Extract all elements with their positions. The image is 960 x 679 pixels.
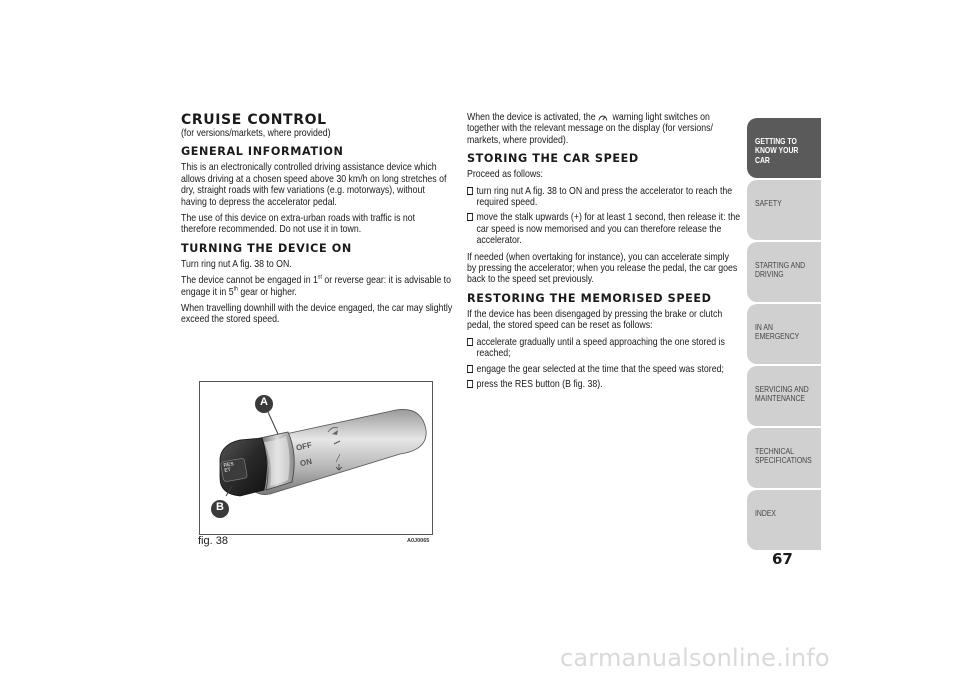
res-label: RES ET — [223, 461, 235, 474]
stalk-illustration — [200, 382, 432, 534]
chapter-tabs — [747, 118, 821, 552]
right-column — [467, 112, 739, 395]
tab-technical-specifications[interactable]: TECHNICAL SPECIFICATIONS — [747, 428, 821, 488]
storing-list — [467, 186, 739, 247]
checkbox-bullet-icon — [467, 380, 473, 388]
watermark: carmanualsonline.info — [560, 644, 830, 672]
paragraph-gear: The device cannot be engaged in 1st or reverse gear: it is advisable to engage it in 5th gear or higher. — [181, 274, 451, 298]
page-subtitle: (for versions/markets, where provided) — [181, 128, 331, 139]
list-item: move the stalk upwards (+) for at least 1 second, then release it: the car speed is now memorised and you can therefore release the accelerator. — [467, 212, 748, 246]
tab-starting-and-driving[interactable]: STARTING AND DRIVING — [747, 242, 821, 302]
tab-getting-to-know-your-car[interactable]: GETTING TO KNOW YOUR CAR — [747, 118, 821, 178]
on-label: ON — [299, 456, 313, 469]
cruise-control-warning-icon — [598, 113, 610, 122]
section-heading-restoring: RESTORING THE MEMORISED SPEED — [467, 291, 712, 305]
paragraph-intro: When the device is activated, the warning light switches on together with the relevant message on the display (for versions/ markets, where provided). — [467, 112, 713, 146]
paragraph: Turn ring nut A fig. 38 to ON. — [181, 258, 292, 270]
checkbox-bullet-icon — [467, 187, 473, 195]
list-item: engage the gear selected at the time that the speed was stored; — [467, 364, 748, 375]
paragraph: Proceed as follows: — [467, 169, 543, 181]
paragraph: If the device has been disengaged by pressing the brake or clutch pedal, the stored speed can be reset as follows: — [467, 308, 723, 332]
checkbox-bullet-icon — [467, 338, 473, 346]
checkbox-bullet-icon — [467, 365, 473, 373]
figure-38-stalk — [199, 381, 433, 535]
tab-in-an-emergency[interactable]: IN AN EMERGENCY — [747, 304, 821, 364]
callout-line-a — [268, 412, 278, 434]
paragraph: If needed (when overtaking for instance), you can accelerate simply by pressing the accelerator; when you release the pedal, the car goes back to the speed set previously. — [467, 251, 738, 286]
page-number: 67 — [772, 550, 793, 568]
list-item: accelerate gradually until a speed approaching the one stored is reached; — [467, 337, 748, 360]
tab-safety[interactable]: SAFETY — [747, 180, 821, 240]
tab-index[interactable]: INDEX — [747, 490, 821, 550]
restoring-list — [467, 337, 739, 391]
left-column — [181, 112, 453, 331]
paragraph: The use of this device on extra-urban roads with traffic is not therefore recommended. Do not use it in town. — [181, 213, 416, 236]
checkbox-bullet-icon — [467, 213, 473, 221]
section-heading-storing: STORING THE CAR SPEED — [467, 152, 639, 166]
callout-b-label: B — [216, 501, 224, 513]
list-item: press the RES button (B fig. 38). — [467, 379, 748, 390]
section-heading-general: GENERAL INFORMATION — [181, 145, 344, 159]
off-label: OFF — [295, 440, 313, 453]
page-title: CRUISE CONTROL — [181, 112, 327, 128]
paragraph: This is an electronically controlled driving assistance device which allows driving at a chosen speed above 30 km/h on long stretches of dry, straight roads with few variations (e.g. motorways), without having to depress the accelerator pedal. — [181, 162, 447, 208]
figure-caption: fig. 38 — [198, 535, 228, 547]
tab-servicing-and-maintenance[interactable]: SERVICING AND MAINTENANCE — [747, 366, 821, 426]
section-heading-turning-on: TURNING THE DEVICE ON — [181, 241, 352, 255]
callout-a-label: A — [260, 396, 268, 408]
paragraph: When travelling downhill with the device engaged, the car may slightly exceed the stored speed. — [181, 303, 453, 326]
figure-code: A0J0065 — [407, 538, 430, 544]
list-item: turn ring nut A fig. 38 to ON and press the accelerator to reach the required speed. — [467, 186, 748, 209]
